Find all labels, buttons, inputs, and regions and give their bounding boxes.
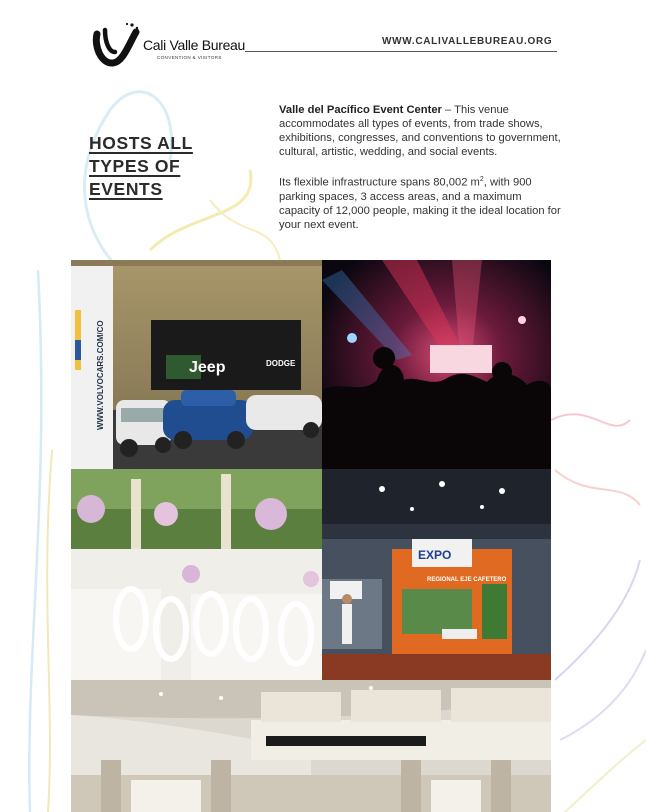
infrastructure-superscript: 2 [479, 176, 484, 184]
brand-logo[interactable] [91, 22, 246, 70]
infrastructure-suffix: , with 900 parking spaces, 3 access areas, and a maximum capacity of 12,000 people, making it the ideal location for your next event. [279, 177, 561, 232]
body-text [279, 103, 561, 232]
venue-name: Valle del Pacífico Event Center [279, 104, 442, 116]
page-heading: HOSTS ALL TYPES OF EVENTS [89, 133, 193, 199]
dodge-sign: DODGE [266, 359, 296, 368]
logo-mark-icon [91, 22, 141, 70]
intro-separator: – [441, 104, 455, 116]
infrastructure-paragraph [279, 173, 561, 232]
photo-expo [322, 469, 551, 680]
website-link[interactable]: WWW.CALIVALLEBUREAU.ORG [382, 36, 553, 47]
jeep-sign: Jeep [189, 359, 226, 376]
expo-regional-sign: REGIONAL EJE CAFETERO [427, 577, 507, 583]
photo-lobby [71, 680, 551, 812]
photo-auto-show [71, 260, 322, 469]
brand-name: Cali Valle Bureau [143, 37, 246, 53]
photo-concert [322, 260, 551, 469]
intro-text: This venue accommodates all types of events, from trade shows, exhibitions, congresses, and conventions to government, cultural, artistic, wedding, and social events. [279, 104, 561, 159]
photo-wedding [71, 469, 322, 680]
intro-paragraph [279, 103, 561, 159]
expo-sign: EXPO [418, 548, 452, 562]
volvo-banner-text: WWW.VOLVOCARS.COM/CO [96, 320, 105, 430]
infrastructure-prefix: Its flexible infrastructure spans 80,002 m [279, 177, 480, 190]
header-divider [245, 51, 557, 52]
brand-tagline: CONVENTION & VISITORS [157, 55, 222, 60]
